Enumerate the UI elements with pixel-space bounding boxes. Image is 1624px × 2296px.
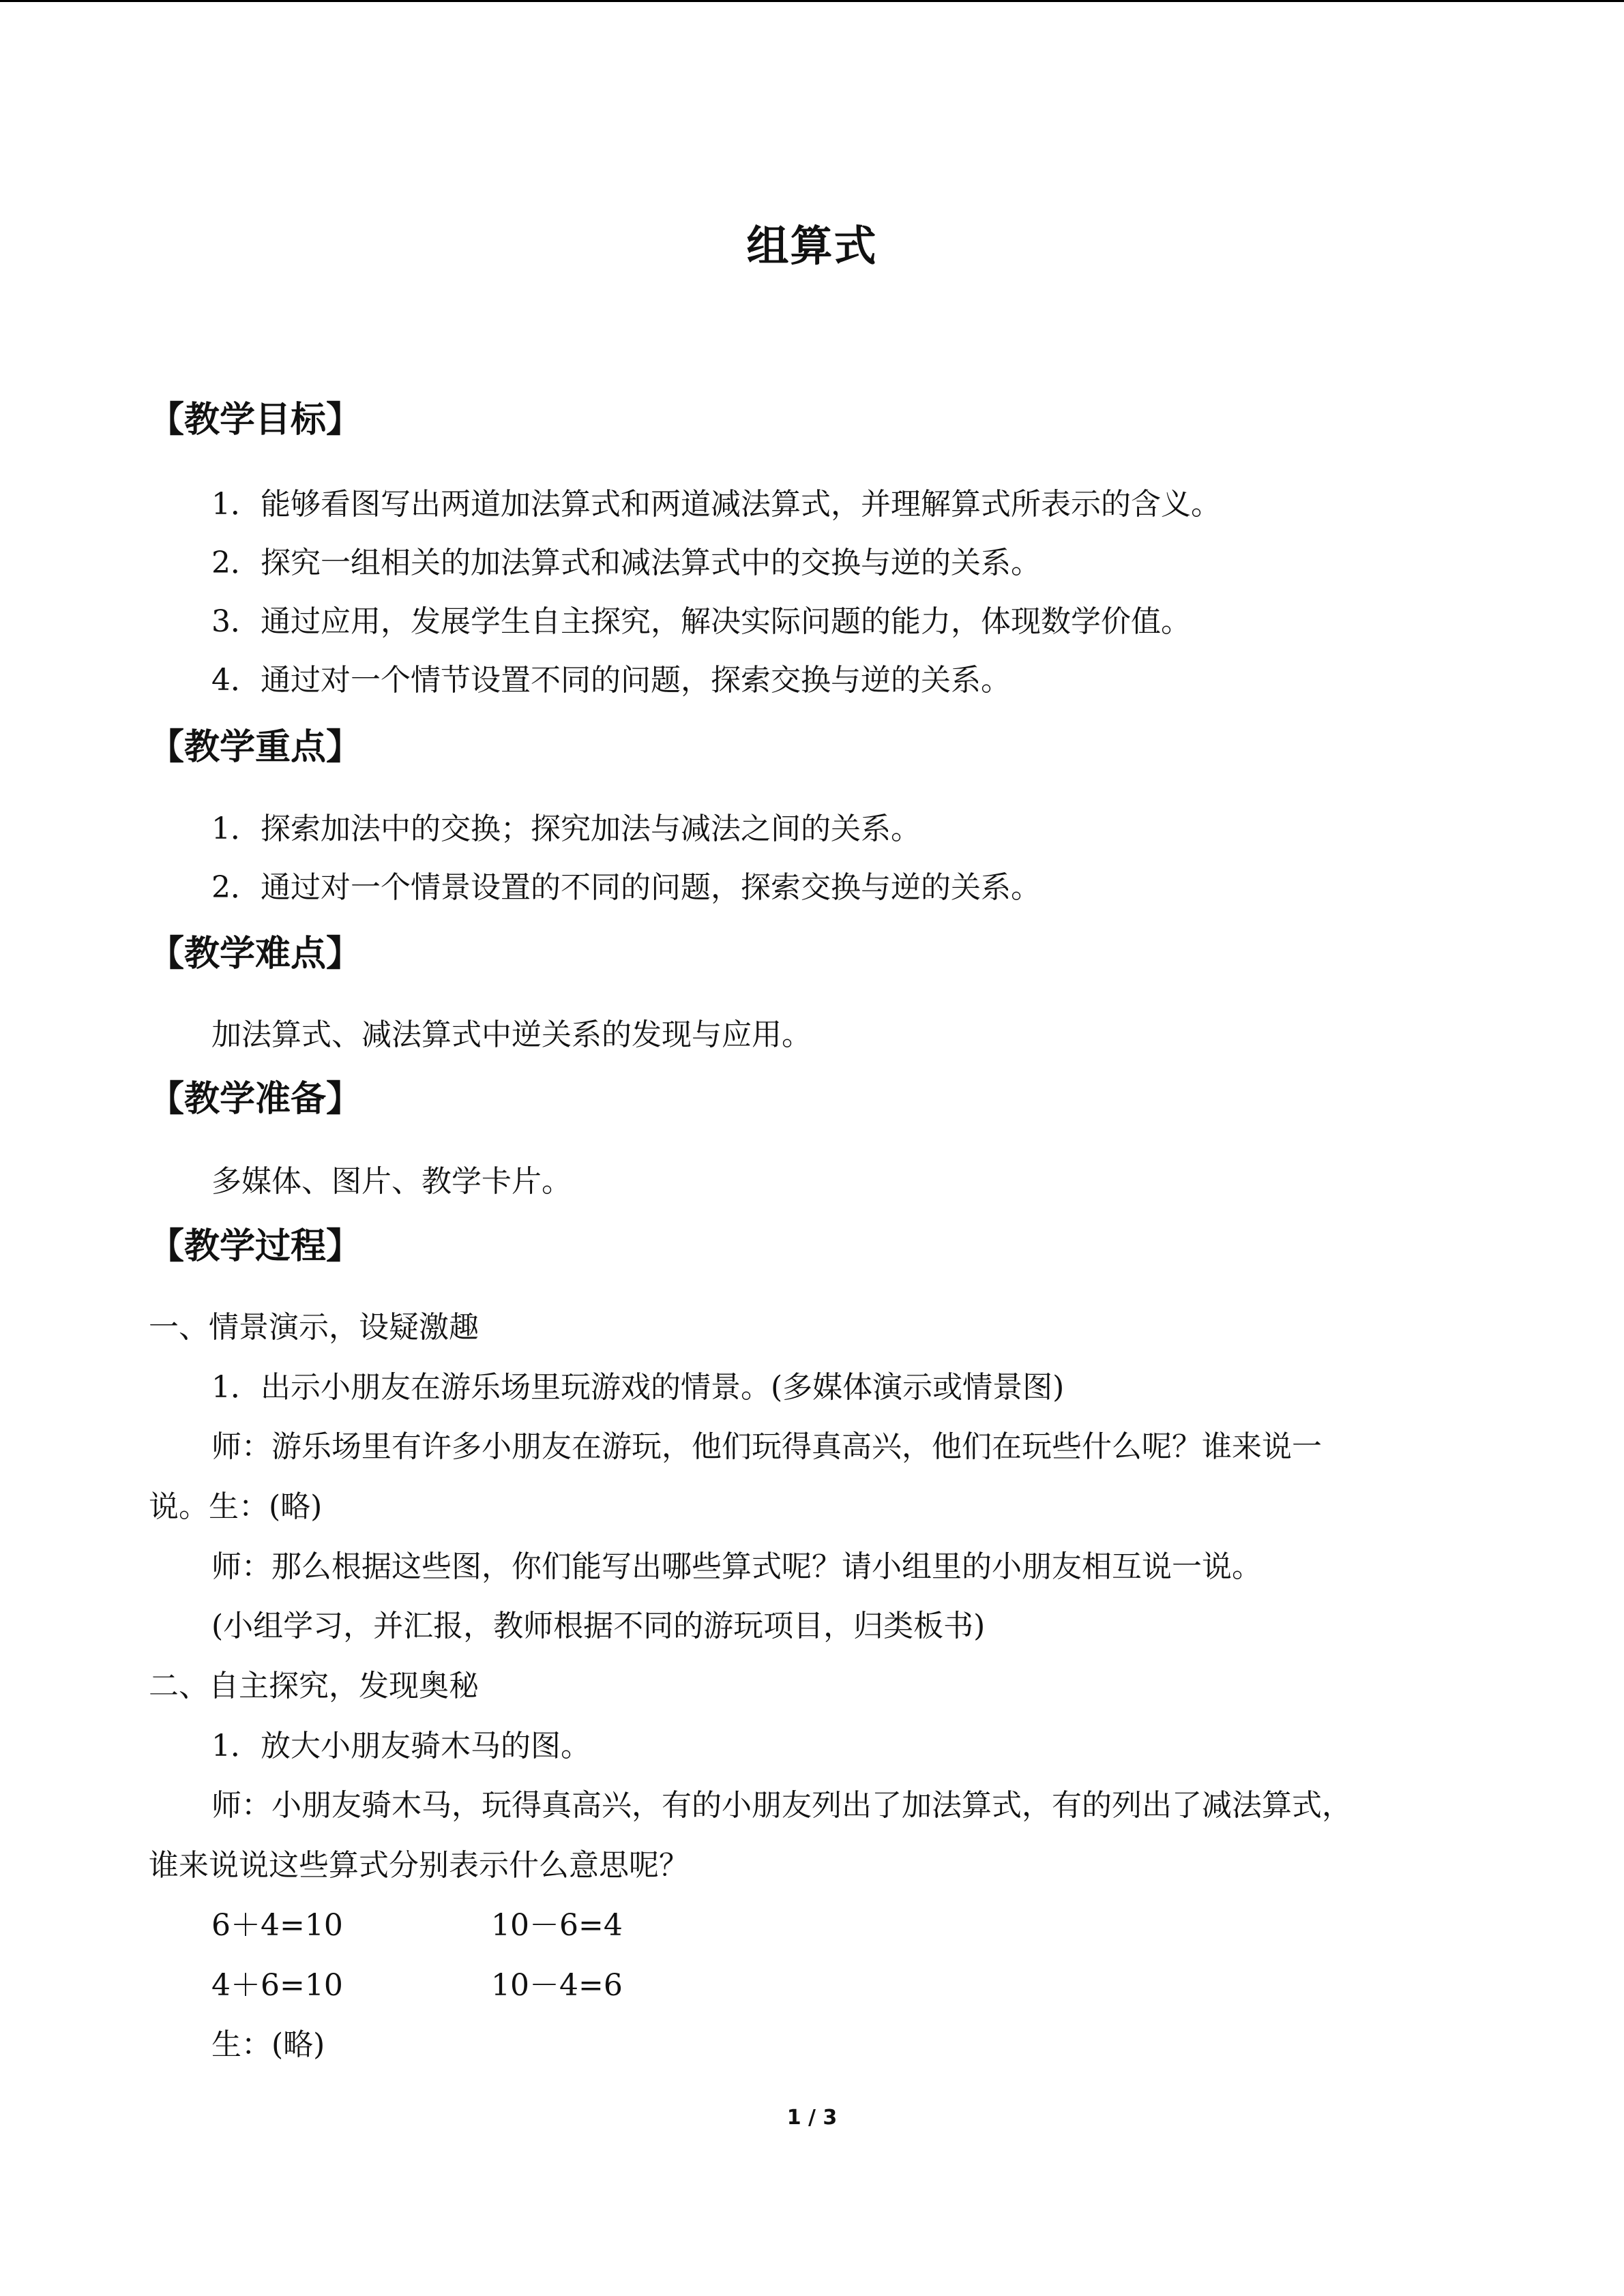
process-paragraph-1: 1．出示小朋友在游乐场里玩游戏的情景。(多媒体演示或情景图) [211, 1370, 1065, 1405]
goals-heading: 【教学目标】 [149, 400, 362, 441]
process-paragraph-7: 生：(略) [211, 2027, 325, 2062]
goal-item-4: 4．通过对一个情节设置不同的问题，探索交换与逆的关系。 [211, 663, 1011, 698]
page-title: 组算式 [746, 221, 878, 271]
process-paragraph-2-line-2: 说。生：(略) [149, 1489, 323, 1524]
process-heading: 【教学过程】 [149, 1226, 362, 1267]
equation-subtraction-2: 10－4=6 [491, 1968, 623, 2003]
equation-subtraction-1: 10－6=4 [491, 1908, 623, 1943]
preparation-heading: 【教学准备】 [149, 1079, 362, 1120]
process-paragraph-5: 1．放大小朋友骑木马的图。 [211, 1729, 591, 1763]
process-paragraph-2-line-1: 师：游乐场里有许多小朋友在游玩，他们玩得真高兴，他们在玩些什么呢？谁来说一 [211, 1429, 1322, 1464]
process-part2-title: 二、自主探究，发现奥秘 [149, 1669, 479, 1703]
goal-item-2: 2．探究一组相关的加法算式和减法算式中的交换与逆的关系。 [211, 546, 1041, 580]
difficulty-heading: 【教学难点】 [149, 934, 362, 974]
process-paragraph-6-line-1: 师：小朋友骑木马，玩得真高兴，有的小朋友列出了加法算式，有的列出了减法算式， [211, 1788, 1352, 1823]
preparation-text: 多媒体、图片、教学卡片。 [211, 1164, 572, 1199]
difficulty-text: 加法算式、减法算式中逆关系的发现与应用。 [211, 1017, 812, 1052]
process-paragraph-3: 师：那么根据这些图，你们能写出哪些算式呢？请小组里的小朋友相互说一说。 [211, 1549, 1262, 1584]
process-part1-title: 一、情景演示，设疑激趣 [149, 1310, 479, 1345]
process-paragraph-4: (小组学习，并汇报，教师根据不同的游玩项目，归类板书) [211, 1609, 986, 1643]
page-number: 1 / 3 [786, 2106, 838, 2130]
key-points-heading: 【教学重点】 [149, 727, 362, 768]
key-point-item-1: 1．探索加法中的交换；探究加法与减法之间的关系。 [211, 811, 921, 846]
process-paragraph-6-line-2: 谁来说说这些算式分别表示什么意思呢？ [149, 1848, 689, 1883]
equation-addition-2: 4＋6=10 [211, 1968, 343, 2003]
key-point-item-2: 2．通过对一个情景设置的不同的问题，探索交换与逆的关系。 [211, 870, 1041, 905]
goal-item-1: 1．能够看图写出两道加法算式和两道减法算式，并理解算式所表示的含义。 [211, 487, 1221, 522]
goal-item-3: 3．通过应用，发展学生自主探究，解决实际问题的能力，体现数学价值。 [211, 604, 1191, 639]
equation-addition-1: 6＋4=10 [211, 1908, 343, 1943]
